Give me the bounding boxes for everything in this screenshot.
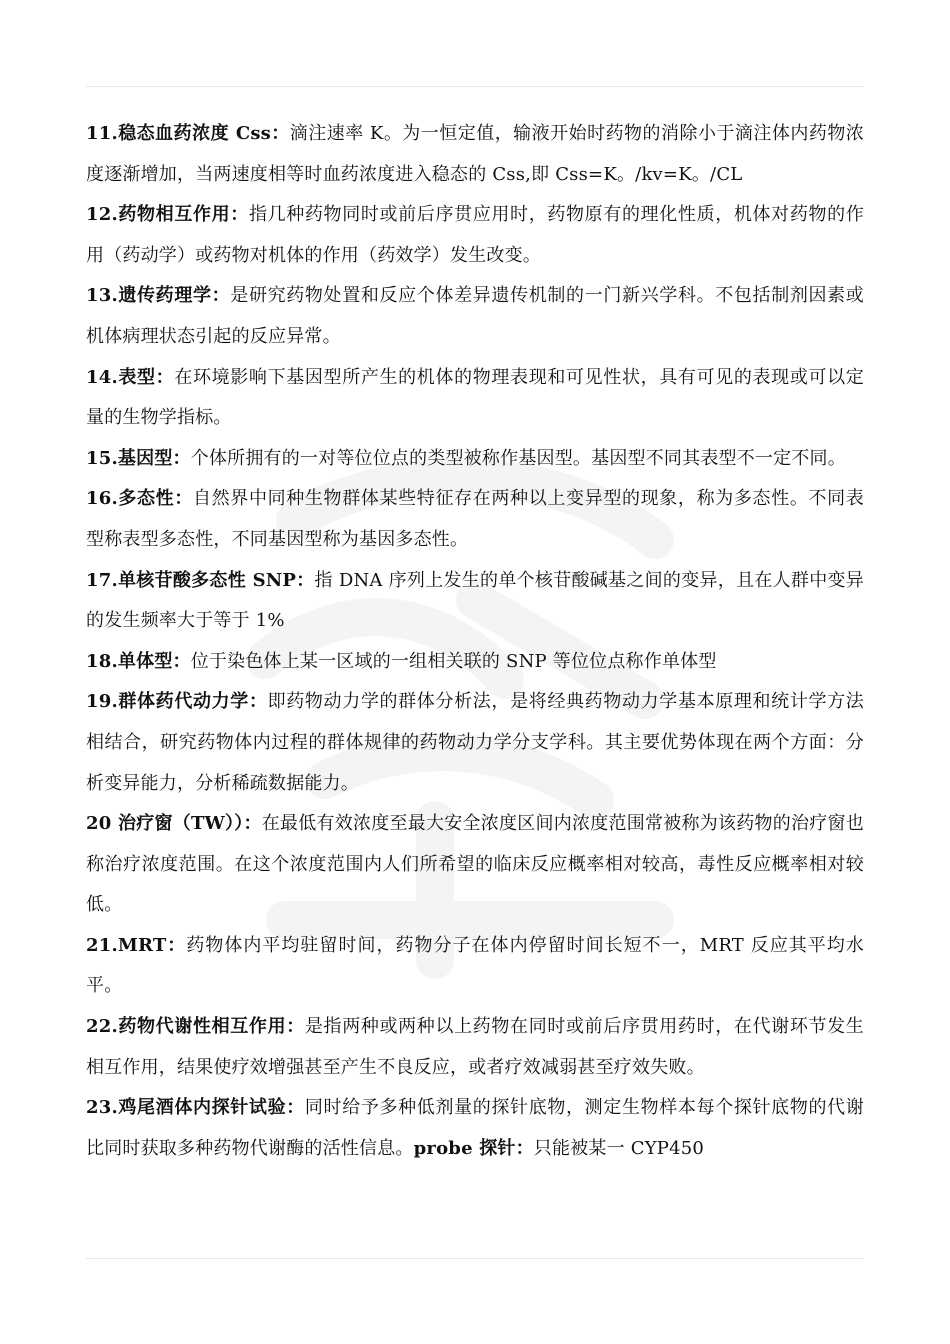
term-definition: 个体所拥有的一对等位位点的类型被称作基因型。基因型不同其表型不一定不同。 [190,447,846,469]
glossary-entry-20: 20 治疗窗（TW））：在最低有效浓度至最大安全浓度区间内浓度范围常被称为该药物的治疗窗也称治疗浓度范围。在这个浓度范围内人们所希望的临床反应概率相对较高，毒性反应概率相对较低。 [86,813,865,916]
inline-term-label: probe 探针 [413,1137,516,1159]
term-definition: 自然界中同种生物群体某些特征存在两种以上变异型的现象，称为多态性。不同表型称表型多态性，不同基因型称为基因多态性。 [86,488,864,550]
term-definition: 即药物动力学的群体分析法，是将经典药物动力学基本原理和统计学方法相结合，研究药物体内过程的群体规律的药物动力学分支学科。其主要优势体现在两个方面：分析变异能力，分析稀疏数据能力。 [86,691,864,794]
term-definition: 位于染色体上某一区域的一组相关联的 SNP 等位位点称作单体型 [190,650,717,672]
glossary-entry-19: 19.群体药代动力学：即药物动力学的群体分析法，是将经典药物动力学基本原理和统计学方法相结合，研究药物体内过程的群体规律的药物动力学分支学科。其主要优势体现在两个方面：分析变异能力，分析稀疏数据能力。 [86,691,864,794]
footer-divider [86,1258,864,1259]
term-label: 15.基因型 [86,447,173,469]
glossary-entry-12: 12.药物相互作用：指几种药物同时或前后序贯应用时，药物原有的理化性质，机体对药物的作用（药动学）或药物对机体的作用（药效学）发生改变。 [86,204,864,266]
glossary-entry-15: 15.基因型：个体所拥有的一对等位位点的类型被称作基因型。基因型不同其表型不一定不同。 [86,447,846,469]
glossary-entry-18: 18.单体型：位于染色体上某一区域的一组相关联的 SNP 等位位点称作单体型 [86,650,717,672]
term-label: 23.鸡尾酒体内探针试验 [86,1097,287,1119]
term-definition: 是指两种或两种以上药物在同时或前后序贯用药时，在代谢环节发生相互作用，结果使疗效增强甚至产生不良反应，或者疗效减弱甚至疗效失败。 [86,1016,864,1078]
glossary-entry-13: 13.遗传药理学：是研究药物处置和反应个体差异遗传机制的一门新兴学科。不包括制剂因素或机体病理状态引起的反应异常。 [86,285,865,347]
glossary-entry-11: 11.稳态血药浓度 Css：滴注速率 K。为一恒定值，输液开始时药物的消除小于滴注体内药物浓度逐渐增加，当两速度相等时血药浓度进入稳态的 Css,即 Css=K。/kv=K。/CL [86,123,864,185]
inline-term-definition: 只能被某一 CYP450 [533,1137,705,1159]
term-label: 21.MRT [86,934,167,956]
glossary-entry-23: 23.鸡尾酒体内探针试验：同时给予多种低剂量的探针底物，测定生物样本每个探针底物的代谢比同时获取多种药物代谢酶的活性信息。probe 探针：只能被某一 CYP450 [86,1097,864,1159]
term-definition: 在最低有效浓度至最大安全浓度区间内浓度范围常被称为该药物的治疗窗也称治疗浓度范围。在这个浓度范围内人们所希望的临床反应概率相对较高，毒性反应概率相对较低。 [86,813,865,916]
glossary-entry-17: 17.单核苷酸多态性 SNP：指 DNA 序列上发生的单个核苷酸碱基之间的变异，且在人群中变异的发生频率大于等于 1% [86,569,864,632]
term-label: 22.药物代谢性相互作用 [86,1016,287,1038]
glossary-entry-14: 14.表型：在环境影响下基因型所产生的机体的物理表现和可见性状，具有可见的表现或可以定量的生物学指标。 [86,366,864,429]
term-label: 19.群体药代动力学 [86,691,249,713]
term-label: 11.稳态血药浓度 Css [86,123,272,144]
term-label: 16.多态性 [86,488,175,510]
term-label: 13.遗传药理学 [86,285,212,307]
term-definition: 指 DNA 序列上发生的单个核苷酸碱基之间的变异，且在人群中变异的发生频率大于等于 1% [86,569,864,632]
term-label: 17.单核苷酸多态性 SNP [86,569,297,591]
term-label: 18.单体型 [86,650,173,672]
term-definition: 同时给予多种低剂量的探针底物，测定生物样本每个探针底物的代谢比同时获取多种药物代谢酶的活性信息。 [86,1097,864,1159]
glossary-entry-22: 22.药物代谢性相互作用：是指两种或两种以上药物在同时或前后序贯用药时，在代谢环节发生相互作用，结果使疗效增强甚至产生不良反应，或者疗效减弱甚至疗效失败。 [86,1016,864,1078]
term-definition: 指几种药物同时或前后序贯应用时，药物原有的理化性质，机体对药物的作用（药动学）或药物对机体的作用（药效学）发生改变。 [86,204,864,266]
document-body [86,114,864,1169]
term-definition: 是研究药物处置和反应个体差异遗传机制的一门新兴学科。不包括制剂因素或机体病理状态引起的反应异常。 [86,285,865,347]
term-definition: 在环境影响下基因型所产生的机体的物理表现和可见性状，具有可见的表现或可以定量的生物学指标。 [86,366,864,429]
glossary-entry-16: 16.多态性：自然界中同种生物群体某些特征存在两种以上变异型的现象，称为多态性。不同表型称表型多态性，不同基因型称为基因多态性。 [86,488,864,550]
header-divider [86,86,864,87]
term-label: 14.表型 [86,366,156,388]
term-label: 12.药物相互作用 [86,204,231,226]
glossary-entry-21: 21.MRT：药物体内平均驻留时间，药物分子在体内停留时间长短不一，MRT 反应其平均水平。 [86,934,865,997]
term-label: 20 治疗窗（TW）） [86,813,244,835]
term-definition: 滴注速率 K。为一恒定值，输液开始时药物的消除小于滴注体内药物浓度逐渐增加，当两速度相等时血药浓度进入稳态的 Css,即 Css=K。/kv=K。/CL [86,123,864,185]
term-definition: 药物体内平均驻留时间，药物分子在体内停留时间长短不一，MRT 反应其平均水平。 [86,934,865,997]
